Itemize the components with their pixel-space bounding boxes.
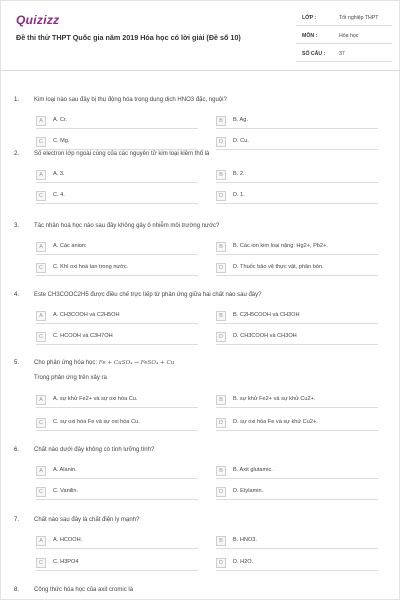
question-text: Công thức hóa học của axit cromic là — [34, 587, 134, 593]
question-text: Tác nhân hoá học nào sau đây không gây ô nhiễm môi trường nước? — [34, 223, 220, 229]
option-key-box: D — [216, 137, 226, 147]
option-text: B. C2H5COOH và CH3OH — [233, 312, 300, 318]
option-a[interactable] — [36, 241, 198, 255]
option-text: C. 4. — [53, 192, 65, 198]
question-number: 4. — [14, 292, 20, 298]
option-text: C. sự oxi hóa Fe và sự oxi hóa Cu. — [53, 419, 140, 425]
option-key-box: C — [36, 558, 46, 568]
meta-row-class — [296, 11, 392, 26]
option-c[interactable] — [36, 417, 198, 431]
option-a[interactable] — [36, 115, 198, 129]
option-key-box: B — [216, 395, 226, 405]
option-b[interactable] — [216, 394, 378, 408]
option-key-box: A — [36, 242, 46, 252]
option-a[interactable] — [36, 394, 198, 408]
question-text — [34, 360, 174, 366]
question-number: 5. — [14, 360, 20, 366]
option-text: B. Các ion kim loại nặng: Hg2+, Pb2+. — [233, 243, 328, 249]
option-text: D. 1. — [233, 192, 245, 198]
option-key-box: D — [216, 191, 226, 201]
option-a[interactable] — [36, 310, 198, 324]
option-key-box: D — [216, 332, 226, 342]
option-c[interactable] — [36, 331, 198, 345]
quizizz-logo: Quizizz — [16, 13, 60, 27]
option-text: A. 3. — [53, 171, 65, 177]
question-number: 2. — [14, 151, 20, 157]
option-a[interactable] — [36, 169, 198, 183]
option-text: A. sự khử Fe2+ và sự oxi hóa Cu. — [53, 396, 138, 402]
option-d[interactable] — [216, 486, 378, 500]
option-c[interactable] — [36, 190, 198, 204]
option-key-box: C — [36, 191, 46, 201]
meta-label: SỐ CÂU : — [302, 51, 326, 57]
option-key-box: C — [36, 487, 46, 497]
option-b[interactable] — [216, 169, 378, 183]
option-text: A. Alanin. — [53, 467, 77, 473]
option-key-box: C — [36, 137, 46, 147]
meta-label: LỚP : — [302, 15, 317, 21]
question-text: Chất nào dưới đây không có tính lưỡng tính? — [34, 447, 155, 453]
option-text: D. Thuốc bảo vệ thực vật, phân bón. — [233, 264, 324, 270]
option-d[interactable] — [216, 190, 378, 204]
option-b[interactable] — [216, 115, 378, 129]
option-key-box: B — [216, 466, 226, 476]
option-key-box: D — [216, 418, 226, 428]
meta-row-subject — [296, 29, 392, 44]
option-text: D. Cu. — [233, 138, 249, 144]
option-text: C. Mg. — [53, 138, 70, 144]
meta-value: 37 — [339, 51, 345, 57]
question-stem: Cho phản ứng hóa học: — [34, 360, 98, 366]
question-text: Kim loại nào sau đây bị thụ động hóa trong dung dịch HNO3 đặc, nguội? — [34, 97, 227, 103]
option-text: D. sự oxi hóa Fe và sự khử Cu2+. — [233, 419, 318, 425]
question-subtext: Trong phản ứng trên xảy ra — [34, 375, 107, 381]
option-text: C. HCOOH và C3H7OH — [53, 333, 113, 339]
option-key-box: A — [36, 395, 46, 405]
option-key-box: C — [36, 418, 46, 428]
option-text: B. HNO3. — [233, 537, 257, 543]
option-d[interactable] — [216, 417, 378, 431]
meta-value: Hóa học — [339, 33, 359, 39]
option-text: A. Các anion: — [53, 243, 87, 249]
option-text: D. CH3COOH và CH3OH — [233, 333, 297, 339]
option-c[interactable] — [36, 486, 198, 500]
option-b[interactable] — [216, 465, 378, 479]
question-number: 1. — [14, 97, 20, 103]
option-text: B. 2. — [233, 171, 245, 177]
option-d[interactable] — [216, 136, 378, 150]
meta-label: MÔN : — [302, 33, 318, 39]
option-key-box: D — [216, 558, 226, 568]
question-number: 6. — [14, 447, 20, 453]
option-key-box: A — [36, 466, 46, 476]
option-text: B. Axit glutamic. — [233, 467, 273, 473]
meta-row-count — [296, 47, 392, 62]
option-key-box: A — [36, 311, 46, 321]
option-a[interactable] — [36, 535, 198, 549]
option-c[interactable] — [36, 136, 198, 150]
option-text: C. H3PO4 — [53, 559, 79, 565]
worksheet-header — [1, 1, 400, 71]
option-text: C. Vanilin. — [53, 488, 79, 494]
option-key-box: B — [216, 311, 226, 321]
option-key-box: D — [216, 487, 226, 497]
option-key-box: B — [216, 116, 226, 126]
option-key-box: C — [36, 263, 46, 273]
option-b[interactable] — [216, 535, 378, 549]
option-a[interactable] — [36, 465, 198, 479]
question-text: Este CH3COOC2H5 được điều chế trực tiếp từ phản ứng giữa hai chất nào sau đây? — [34, 292, 262, 298]
meta-panel — [296, 11, 392, 65]
option-key-box: D — [216, 263, 226, 273]
option-key-box: B — [216, 536, 226, 546]
option-text: D. Etylamin. — [233, 488, 264, 494]
option-text: A. Cr. — [53, 117, 67, 123]
question-number: 7. — [14, 517, 20, 523]
option-d[interactable] — [216, 262, 378, 276]
option-d[interactable] — [216, 557, 378, 571]
option-c[interactable] — [36, 262, 198, 276]
option-text: A. CH3COOH và C2H5OH — [53, 312, 120, 318]
worksheet-title: Đề thi thử THPT Quốc gia năm 2019 Hóa học có lời giải (Đề số 10) — [16, 33, 241, 42]
question-text: Chất nào sau đây là chất điện ly mạnh? — [34, 517, 140, 523]
option-key-box: C — [36, 332, 46, 342]
option-d[interactable] — [216, 331, 378, 345]
reaction-equation: Fe + CuSO₄ → FeSO₄ + Cu — [98, 360, 175, 366]
option-text: B. Ag. — [233, 117, 248, 123]
question-text: Số electron lớp ngoài cùng của các nguyên tử kim loại kiềm thổ là — [34, 151, 210, 157]
option-key-box: A — [36, 170, 46, 180]
option-key-box: A — [36, 536, 46, 546]
option-key-box: B — [216, 170, 226, 180]
question-number: 3. — [14, 223, 20, 229]
question-number: 8. — [14, 587, 20, 593]
meta-value: Tốt nghiệp THPT — [339, 15, 379, 21]
option-text: C. Khí oxi hoà tan trong nước. — [53, 264, 129, 270]
option-c[interactable] — [36, 557, 198, 571]
option-b[interactable] — [216, 310, 378, 324]
option-text: A. HCOOH. — [53, 537, 83, 543]
option-text: D. H2O. — [233, 559, 254, 565]
option-key-box: A — [36, 116, 46, 126]
option-key-box: B — [216, 242, 226, 252]
option-text: B. sự khử Fe2+ và sự khử Cu2+. — [233, 396, 316, 402]
option-b[interactable] — [216, 241, 378, 255]
